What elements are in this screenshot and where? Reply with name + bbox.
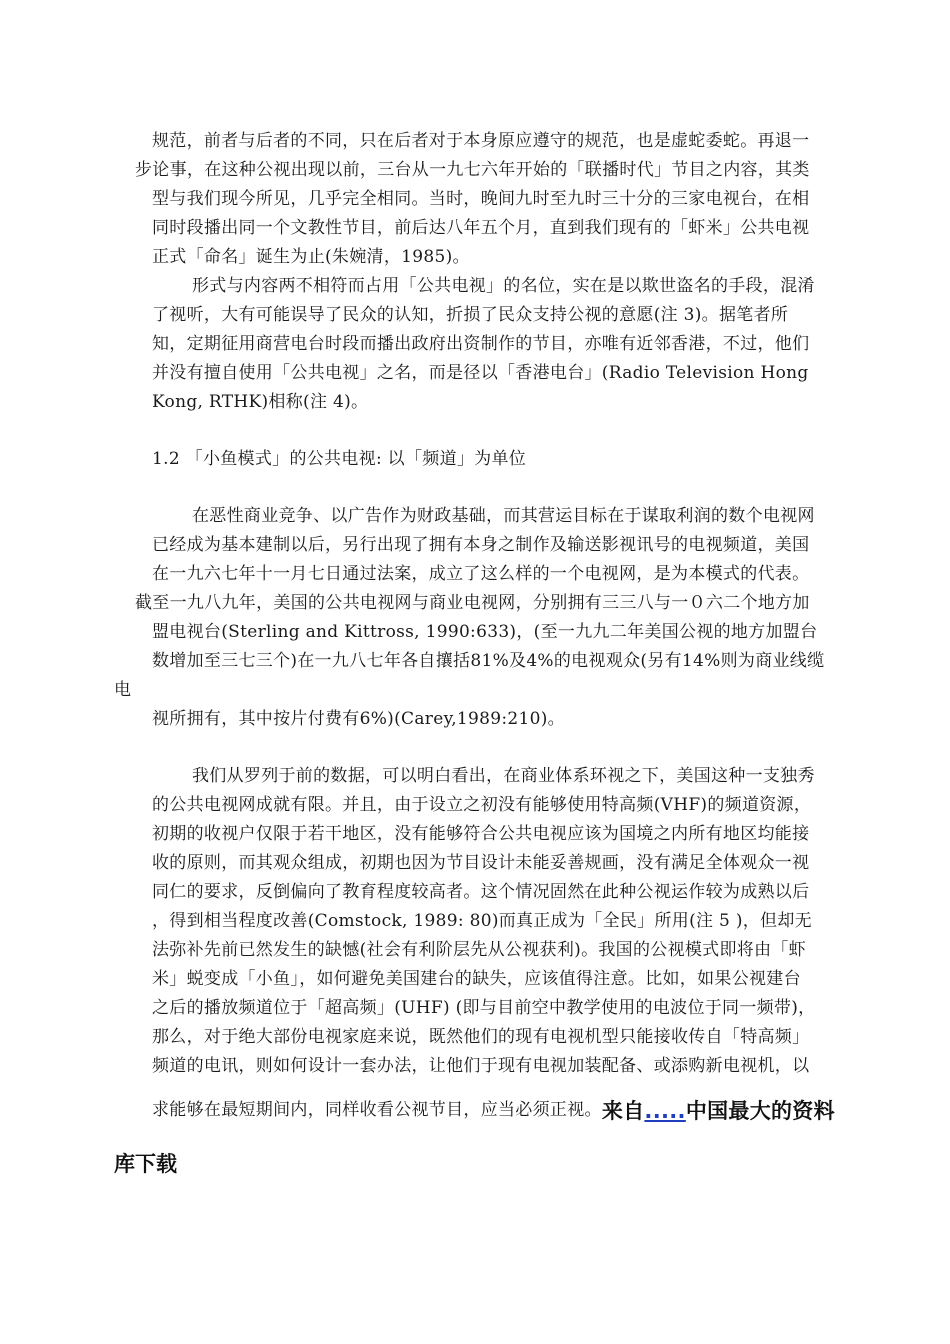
paragraph-1-line-5: 正式「命名」诞生为止(朱婉清，1985)。 (152, 247, 470, 267)
paragraph-4-line-7: 法弥补先前已然发生的缺憾(社会有利阶层先从公视获利)。我国的公视模式即将由「虾 (152, 940, 806, 960)
paragraph-4-line-11: 频道的电讯，则如何设计一套办法，让他们于现有电视加装配备、或添购新电视机，以 (152, 1056, 810, 1076)
paragraph-4-line-6: ，得到相当程度改善(Comstock, 1989: 80)而真正成为「全民」所用(注 5 )，但却无 (152, 911, 812, 931)
paragraph-3-line-1: 在恶性商业竞争、以广告作为财政基础，而其营运目标在于谋取利润的数个电视网 (192, 506, 815, 526)
last-line-text: 求能够在最短期间内，同样收看公视节目，应当必须正视。 (152, 1100, 602, 1120)
paragraph-2-line-1: 形式与内容两不相符而占用「公共电视」的名位，实在是以欺世盗名的手段，混淆 (192, 276, 815, 296)
paragraph-3-line-7: 电 (114, 680, 132, 700)
paragraph-4-line-10: 那么，对于绝大部份电视家庭来说，既然他们的现有电视机型只能接收传自「特高频」 (152, 1027, 810, 1047)
paragraph-3-line-4: 截至一九八九年，美国的公共电视网与商业电视网，分别拥有三三八与一０六二个地方加 (135, 593, 810, 613)
promo-suffix: 中国最大的资料 (685, 1099, 835, 1123)
paragraph-3-line-2: 已经成为基本建制以后，另行出现了拥有本身之制作及输送影视讯号的电视频道，美国 (152, 535, 810, 555)
paragraph-3-line-3: 在一九六七年十一月七日通过法案，成立了这么样的一个电视网，是为本模式的代表。 (152, 564, 810, 584)
paragraph-2-line-5: Kong, RTHK)相称(注 4)。 (152, 392, 369, 412)
promo-prefix: 来自 (601, 1099, 645, 1123)
paragraph-2-line-2: 了视听，大有可能误导了民众的认知，折损了民众支持公视的意愿(注 3)。据笔者所 (152, 305, 789, 325)
paragraph-4-last-line (152, 1097, 835, 1125)
paragraph-3-line-5: 盟电视台(Sterling and Kittross, 1990:633)，(至一九九二年美国公视的地方加盟台 (152, 622, 818, 642)
paragraph-3-line-8: 视所拥有，其中按片付费有6%)(Carey,1989:210)。 (152, 709, 565, 729)
paragraph-4-line-2: 的公共电视网成就有限。并且，由于设立之初没有能够使用特高频(VHF)的频道资源， (152, 795, 812, 815)
paragraph-4-line-1: 我们从罗列于前的数据，可以明白看出，在商业体系环视之下，美国这种一支独秀 (192, 766, 815, 786)
paragraph-4-line-9: 之后的播放频道位于「超高频」(UHF) (即与目前空中教学使用的电波位于同一频带)， (152, 998, 816, 1018)
paragraph-1-line-2: 步论事，在这种公视出现以前，三台从一九七六年开始的「联播时代」节目之内容，其类 (135, 160, 810, 180)
paragraph-1-line-1: 规范，前者与后者的不同，只在后者对于本身原应遵守的规范，也是虚蛇委蛇。再退一 (152, 131, 810, 151)
promo-text (602, 1097, 835, 1125)
paragraph-4-line-4: 收的原则，而其观众组成，初期也因为节目设计未能妥善规画，没有满足全体观众一视 (152, 853, 810, 873)
promo-second-line: 库下载 (114, 1152, 177, 1176)
paragraph-3-line-6: 数增加至三七三个)在一九八七年各自攘括81%及4%的电视观众(另有14%则为商业线缆 (152, 651, 825, 671)
paragraph-4-line-3: 初期的收视户仅限于若干地区，没有能够符合公共电视应该为国境之内所有地区均能接 (152, 824, 810, 844)
paragraph-2-line-3: 知，定期征用商营电台时段而播出政府出资制作的节目，亦唯有近邻香港，不过，他们 (152, 334, 810, 354)
paragraph-2-line-4: 并没有擅自使用「公共电视」之名，而是径以「香港电台」(Radio Television Hong (152, 363, 809, 383)
paragraph-1-line-4: 同时段播出同一个文教性节目，前后达八年五个月，直到我们现有的「虾米」公共电视 (152, 218, 810, 238)
paragraph-4-line-5: 同仁的要求，反倒偏向了教育程度较高者。这个情况固然在此种公视运作较为成熟以后 (152, 882, 810, 902)
promo-link[interactable]: ..... (644, 1099, 686, 1123)
paragraph-1-line-3: 型与我们现今所见，几乎完全相同。当时，晚间九时至九时三十分的三家电视台，在相 (152, 189, 810, 209)
paragraph-4-line-8: 米」蜕变成「小鱼」，如何避免美国建台的缺失，应该值得注意。比如，如果公视建台 (152, 969, 801, 989)
section-heading: 1.2 「小鱼模式」的公共电视: 以「频道」为单位 (152, 449, 527, 469)
